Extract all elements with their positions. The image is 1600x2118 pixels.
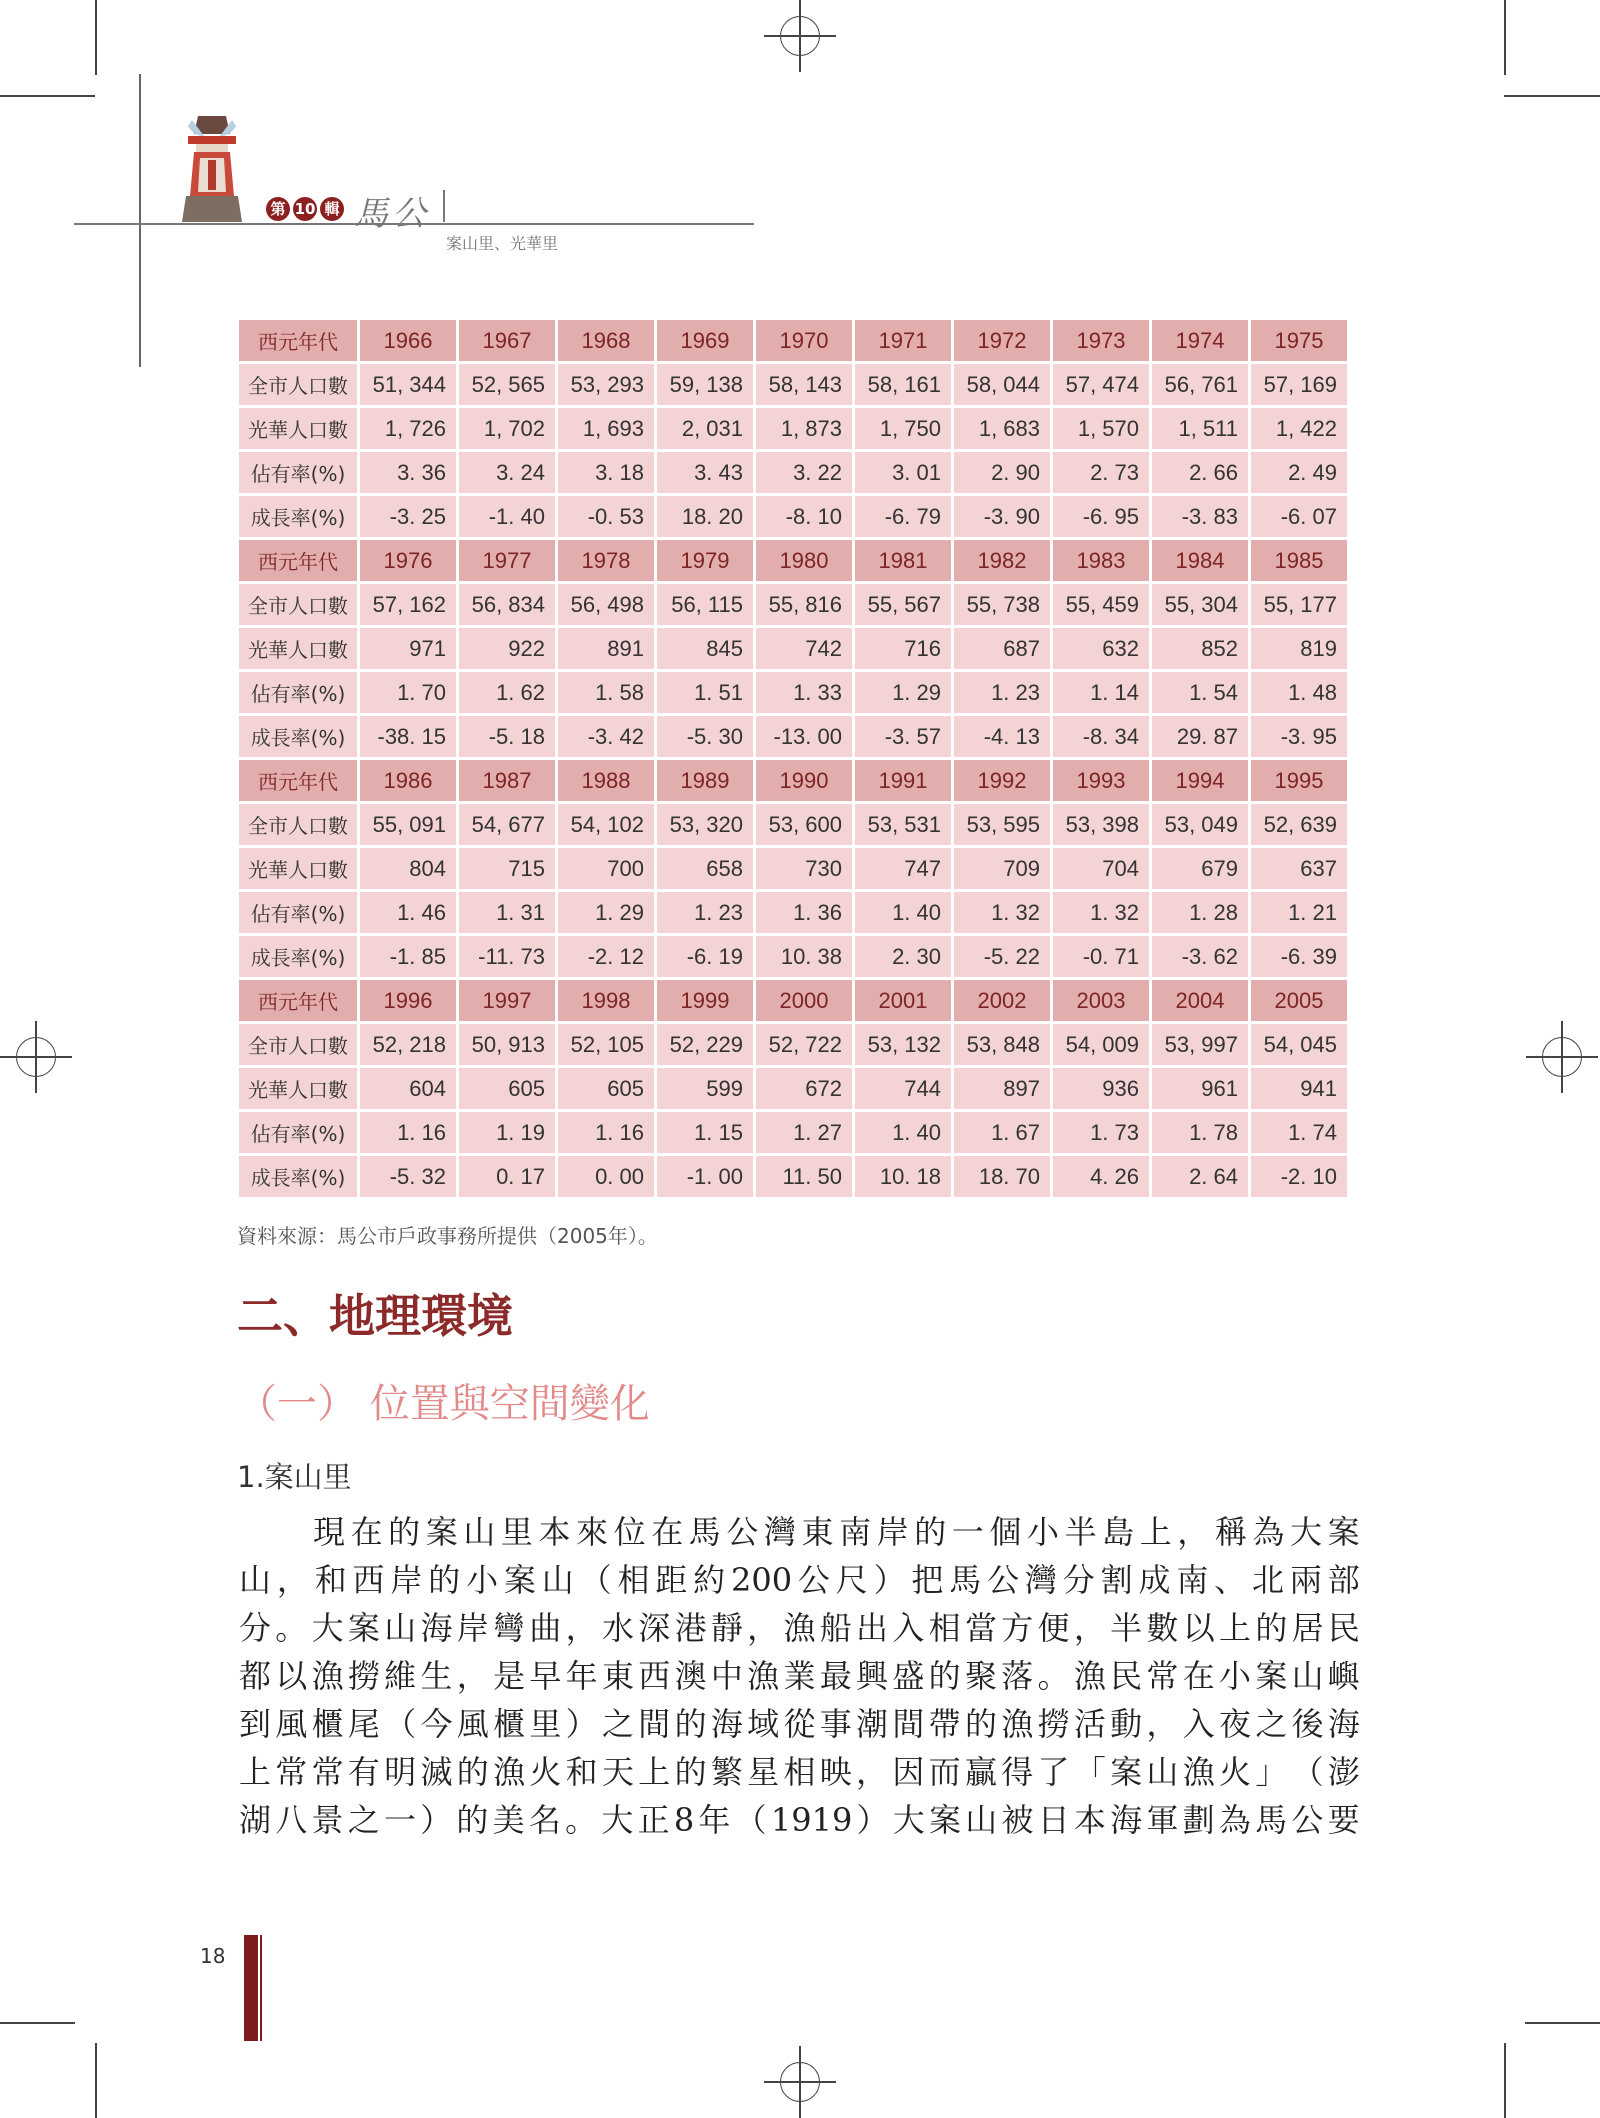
table-cell: 56, 115 <box>657 584 753 625</box>
table-cell: -3. 62 <box>1152 936 1248 977</box>
paragraph-line: 都 以 漁 撈 維 生 ， 是 早 年 東 西 澳 中 漁 業 最 興 盛 的 聚 落 。 漁 民 常 在 小 案 山 嶼 <box>239 1657 1360 1695</box>
table-cell: 55, 091 <box>360 804 456 845</box>
year-cell: 2002 <box>954 980 1050 1021</box>
table-cell: 1, 422 <box>1251 408 1347 449</box>
year-cell: 1996 <box>360 980 456 1021</box>
table-cell: -1. 00 <box>657 1156 753 1197</box>
year-cell: 1974 <box>1152 320 1248 361</box>
table-cell: -3. 42 <box>558 716 654 757</box>
table-header-row <box>239 760 1347 801</box>
table-cell: 1. 48 <box>1251 672 1347 713</box>
population-table <box>236 317 1350 1200</box>
table-cell: -2. 12 <box>558 936 654 977</box>
table-cell: 1. 16 <box>558 1112 654 1153</box>
table-cell: 1. 33 <box>756 672 852 713</box>
table-cell: -6. 95 <box>1053 496 1149 537</box>
row-label: 西元年代 <box>239 980 357 1021</box>
table-cell: 605 <box>459 1068 555 1109</box>
table-cell: 56, 761 <box>1152 364 1248 405</box>
table-cell: 55, 459 <box>1053 584 1149 625</box>
table-cell: 2, 031 <box>657 408 753 449</box>
table-cell: 10. 18 <box>855 1156 951 1197</box>
table-cell: -6. 07 <box>1251 496 1347 537</box>
table-cell: 845 <box>657 628 753 669</box>
table-cell: 56, 834 <box>459 584 555 625</box>
page-number: 18 <box>200 1944 226 1968</box>
table-cell: -1. 85 <box>360 936 456 977</box>
row-label: 全市人口數 <box>239 364 357 405</box>
table-cell: 3. 22 <box>756 452 852 493</box>
table-cell: 3. 36 <box>360 452 456 493</box>
chapter-subtitle: 案山里、光華里 <box>446 234 559 253</box>
table-cell: 819 <box>1251 628 1347 669</box>
table-cell: 4. 26 <box>1053 1156 1149 1197</box>
year-cell: 1976 <box>360 540 456 581</box>
year-cell: 1982 <box>954 540 1050 581</box>
table-cell: 1. 36 <box>756 892 852 933</box>
table-cell: 3. 43 <box>657 452 753 493</box>
table-cell: 1. 67 <box>954 1112 1050 1153</box>
year-cell: 1993 <box>1053 760 1149 801</box>
table-row <box>239 628 1347 669</box>
table-cell: 1, 570 <box>1053 408 1149 449</box>
table-cell: 55, 816 <box>756 584 852 625</box>
paragraph-line: 分 。 大 案 山 海 岸 彎 曲 ， 水 深 港 靜 ， 漁 船 出 入 相 當 方 便 ， 半 數 以 上 的 居 民 <box>239 1609 1360 1647</box>
year-cell: 1979 <box>657 540 753 581</box>
table-cell: -3. 90 <box>954 496 1050 537</box>
year-cell: 1971 <box>855 320 951 361</box>
table-cell: -8. 10 <box>756 496 852 537</box>
table-cell: -3. 25 <box>360 496 456 537</box>
year-cell: 1973 <box>1053 320 1149 361</box>
volume-badge <box>266 197 344 221</box>
table-cell: 55, 304 <box>1152 584 1248 625</box>
table-cell: 2. 30 <box>855 936 951 977</box>
table-cell: 941 <box>1251 1068 1347 1109</box>
year-cell: 1972 <box>954 320 1050 361</box>
year-cell: 1994 <box>1152 760 1248 801</box>
table-cell: 1, 702 <box>459 408 555 449</box>
table-cell: -6. 39 <box>1251 936 1347 977</box>
table-cell: -8. 34 <box>1053 716 1149 757</box>
table-cell: -4. 13 <box>954 716 1050 757</box>
table-cell: 1. 58 <box>558 672 654 713</box>
year-cell: 2004 <box>1152 980 1248 1021</box>
table-cell: 2. 73 <box>1053 452 1149 493</box>
table-cell: -2. 10 <box>1251 1156 1347 1197</box>
table-cell: 55, 738 <box>954 584 1050 625</box>
table-cell: 742 <box>756 628 852 669</box>
table-cell: 716 <box>855 628 951 669</box>
year-cell: 1991 <box>855 760 951 801</box>
table-cell: 605 <box>558 1068 654 1109</box>
table-cell: 55, 567 <box>855 584 951 625</box>
row-label: 佔有率(%) <box>239 672 357 713</box>
year-cell: 2001 <box>855 980 951 1021</box>
table-cell: 936 <box>1053 1068 1149 1109</box>
paragraph-line: 到 風 櫃 尾 （ 今 風 櫃 里 ） 之 間 的 海 域 從 事 潮 間 帶 的 漁 撈 活 動 ， 入 夜 之 後 海 <box>239 1705 1360 1743</box>
year-cell: 1970 <box>756 320 852 361</box>
table-cell: -3. 95 <box>1251 716 1347 757</box>
table-cell: 1, 726 <box>360 408 456 449</box>
table-cell: -5. 18 <box>459 716 555 757</box>
table-cell: 56, 498 <box>558 584 654 625</box>
year-cell: 1980 <box>756 540 852 581</box>
year-cell: 1995 <box>1251 760 1347 801</box>
year-cell: 1969 <box>657 320 753 361</box>
table-cell: 59, 138 <box>657 364 753 405</box>
body-paragraph <box>239 1508 1360 1844</box>
year-cell: 1975 <box>1251 320 1347 361</box>
year-cell: 1977 <box>459 540 555 581</box>
table-cell: 1. 70 <box>360 672 456 713</box>
table-cell: -13. 00 <box>756 716 852 757</box>
table-row <box>239 364 1347 405</box>
registration-mark-right <box>1526 1021 1598 1093</box>
row-label: 光華人口數 <box>239 848 357 889</box>
table-cell: -5. 22 <box>954 936 1050 977</box>
table-cell: 1, 750 <box>855 408 951 449</box>
table-cell: 53, 293 <box>558 364 654 405</box>
table-cell: 1. 23 <box>657 892 753 933</box>
row-label: 成長率(%) <box>239 716 357 757</box>
badge-number: 10 <box>293 197 317 221</box>
year-cell: 1997 <box>459 980 555 1021</box>
year-cell: 1983 <box>1053 540 1149 581</box>
table-cell: 1. 27 <box>756 1112 852 1153</box>
table-cell: 3. 01 <box>855 452 951 493</box>
row-label: 全市人口數 <box>239 1024 357 1065</box>
table-cell: 632 <box>1053 628 1149 669</box>
table-cell: 1. 32 <box>1053 892 1149 933</box>
table-cell: 852 <box>1152 628 1248 669</box>
paragraph-line: 山 ， 和 西 岸 的 小 案 山 （ 相 距 約 200 公 尺 ） 把 馬 公 灣 分 割 成 南 、 北 兩 部 <box>239 1561 1360 1599</box>
table-cell: 1, 873 <box>756 408 852 449</box>
badge-char: 輯 <box>320 197 344 221</box>
table-cell: -0. 53 <box>558 496 654 537</box>
row-label: 光華人口數 <box>239 1068 357 1109</box>
table-cell: 58, 161 <box>855 364 951 405</box>
table-cell: 1. 19 <box>459 1112 555 1153</box>
year-cell: 1967 <box>459 320 555 361</box>
table-cell: 29. 87 <box>1152 716 1248 757</box>
table-cell: 1. 51 <box>657 672 753 713</box>
table-cell: 1. 15 <box>657 1112 753 1153</box>
table-row <box>239 892 1347 933</box>
table-cell: 2. 49 <box>1251 452 1347 493</box>
table-cell: 53, 049 <box>1152 804 1248 845</box>
table-cell: 922 <box>459 628 555 669</box>
table-cell: 709 <box>954 848 1050 889</box>
year-cell: 2003 <box>1053 980 1149 1021</box>
table-cell: 1. 40 <box>855 1112 951 1153</box>
table-cell: 53, 595 <box>954 804 1050 845</box>
table-header-row <box>239 320 1347 361</box>
table-cell: 1. 54 <box>1152 672 1248 713</box>
table-cell: 891 <box>558 628 654 669</box>
table-cell: 1. 32 <box>954 892 1050 933</box>
table-row <box>239 408 1347 449</box>
table-cell: 57, 169 <box>1251 364 1347 405</box>
table-cell: 1. 62 <box>459 672 555 713</box>
item-title: 1.案山里 <box>237 1460 352 1494</box>
row-label: 佔有率(%) <box>239 892 357 933</box>
table-row <box>239 936 1347 977</box>
table-cell: 971 <box>360 628 456 669</box>
year-cell: 1999 <box>657 980 753 1021</box>
row-label: 西元年代 <box>239 540 357 581</box>
table-cell: -1. 40 <box>459 496 555 537</box>
table-cell: 52, 565 <box>459 364 555 405</box>
table-cell: 658 <box>657 848 753 889</box>
table-cell: 53, 398 <box>1053 804 1149 845</box>
table-cell: 54, 677 <box>459 804 555 845</box>
table-cell: 58, 143 <box>756 364 852 405</box>
table-cell: -3. 83 <box>1152 496 1248 537</box>
year-cell: 1984 <box>1152 540 1248 581</box>
badge-char: 第 <box>266 197 290 221</box>
title-divider <box>443 190 445 222</box>
table-cell: 747 <box>855 848 951 889</box>
table-cell: 897 <box>954 1068 1050 1109</box>
table-cell: 2. 64 <box>1152 1156 1248 1197</box>
table-row <box>239 1112 1347 1153</box>
page-accent-bar <box>244 1935 258 2041</box>
table-cell: 1. 31 <box>459 892 555 933</box>
table-cell: 3. 18 <box>558 452 654 493</box>
table-cell: 52, 218 <box>360 1024 456 1065</box>
table-header-row <box>239 540 1347 581</box>
table-cell: -6. 19 <box>657 936 753 977</box>
table-cell: -5. 30 <box>657 716 753 757</box>
table-cell: 52, 105 <box>558 1024 654 1065</box>
table-cell: 11. 50 <box>756 1156 852 1197</box>
table-cell: 687 <box>954 628 1050 669</box>
table-cell: 1. 46 <box>360 892 456 933</box>
table-cell: -5. 32 <box>360 1156 456 1197</box>
subsection-heading: （一） 位置與空間變化 <box>237 1381 650 1427</box>
table-cell: 637 <box>1251 848 1347 889</box>
year-cell: 1968 <box>558 320 654 361</box>
year-cell: 1992 <box>954 760 1050 801</box>
paragraph-line: 上 常 常 有 明 滅 的 漁 火 和 天 上 的 繁 星 相 映 ， 因 而 贏 得 了 「 案 山 漁 火 」 （ 澎 <box>239 1753 1360 1791</box>
page-accent-line <box>260 1935 262 2041</box>
year-cell: 2005 <box>1251 980 1347 1021</box>
table-cell: 1, 693 <box>558 408 654 449</box>
table-cell: 2. 90 <box>954 452 1050 493</box>
table-cell: 1. 14 <box>1053 672 1149 713</box>
table-cell: 53, 132 <box>855 1024 951 1065</box>
row-label: 全市人口數 <box>239 584 357 625</box>
table-cell: 1. 73 <box>1053 1112 1149 1153</box>
table-cell: 1. 78 <box>1152 1112 1248 1153</box>
row-label: 成長率(%) <box>239 936 357 977</box>
year-cell: 1978 <box>558 540 654 581</box>
table-cell: 730 <box>756 848 852 889</box>
registration-mark-bottom <box>764 2046 836 2118</box>
table-cell: 53, 531 <box>855 804 951 845</box>
table-row <box>239 716 1347 757</box>
table-cell: 52, 229 <box>657 1024 753 1065</box>
table-cell: 1. 29 <box>855 672 951 713</box>
table-row <box>239 672 1347 713</box>
year-cell: 1998 <box>558 980 654 1021</box>
table-cell: 52, 722 <box>756 1024 852 1065</box>
year-cell: 1987 <box>459 760 555 801</box>
year-cell: 1988 <box>558 760 654 801</box>
table-cell: 18. 70 <box>954 1156 1050 1197</box>
table-cell: 54, 045 <box>1251 1024 1347 1065</box>
row-label: 成長率(%) <box>239 496 357 537</box>
year-cell: 1986 <box>360 760 456 801</box>
row-label: 全市人口數 <box>239 804 357 845</box>
table-cell: 672 <box>756 1068 852 1109</box>
monument-logo <box>178 112 246 224</box>
year-cell: 1990 <box>756 760 852 801</box>
table-cell: 1, 683 <box>954 408 1050 449</box>
table-cell: 744 <box>855 1068 951 1109</box>
table-row <box>239 804 1347 845</box>
row-label: 佔有率(%) <box>239 452 357 493</box>
table-header-row <box>239 980 1347 1021</box>
table-cell: 604 <box>360 1068 456 1109</box>
registration-mark-top <box>764 0 836 72</box>
table-cell: 2. 66 <box>1152 452 1248 493</box>
row-label: 西元年代 <box>239 320 357 361</box>
row-label: 光華人口數 <box>239 408 357 449</box>
table-cell: 1. 29 <box>558 892 654 933</box>
table-cell: 704 <box>1053 848 1149 889</box>
row-label: 西元年代 <box>239 760 357 801</box>
year-cell: 2000 <box>756 980 852 1021</box>
table-row <box>239 452 1347 493</box>
table-cell: 715 <box>459 848 555 889</box>
table-cell: -6. 79 <box>855 496 951 537</box>
table-row <box>239 848 1347 889</box>
table-cell: 57, 474 <box>1053 364 1149 405</box>
row-label: 成長率(%) <box>239 1156 357 1197</box>
table-cell: 1. 21 <box>1251 892 1347 933</box>
table-cell: 804 <box>360 848 456 889</box>
table-cell: -38. 15 <box>360 716 456 757</box>
section-heading: 二、地理環境 <box>237 1289 513 1343</box>
row-label: 佔有率(%) <box>239 1112 357 1153</box>
table-cell: 599 <box>657 1068 753 1109</box>
table-cell: 3. 24 <box>459 452 555 493</box>
table-cell: 679 <box>1152 848 1248 889</box>
year-cell: 1989 <box>657 760 753 801</box>
registration-mark-left <box>0 1021 72 1093</box>
table-cell: 1. 28 <box>1152 892 1248 933</box>
table-cell: 0. 17 <box>459 1156 555 1197</box>
table-cell: -11. 73 <box>459 936 555 977</box>
table-cell: 53, 997 <box>1152 1024 1248 1065</box>
table-cell: 1. 23 <box>954 672 1050 713</box>
row-label: 光華人口數 <box>239 628 357 669</box>
table-cell: 961 <box>1152 1068 1248 1109</box>
table-cell: 1. 40 <box>855 892 951 933</box>
table-cell: 51, 344 <box>360 364 456 405</box>
table-cell: 58, 044 <box>954 364 1050 405</box>
year-cell: 1966 <box>360 320 456 361</box>
table-cell: -0. 71 <box>1053 936 1149 977</box>
table-cell: 0. 00 <box>558 1156 654 1197</box>
table-row <box>239 1156 1347 1197</box>
table-cell: 54, 009 <box>1053 1024 1149 1065</box>
table-cell: 700 <box>558 848 654 889</box>
table-cell: 53, 600 <box>756 804 852 845</box>
table-source-note: 資料來源：馬公市戶政事務所提供（2005年）。 <box>237 1224 658 1248</box>
table-cell: 54, 102 <box>558 804 654 845</box>
paragraph-line: 現 在 的 案 山 里 本 來 位 在 馬 公 灣 東 南 岸 的 一 個 小 半 島 上 ， 稱 為 大 案 <box>313 1513 1360 1551</box>
table-cell: 53, 848 <box>954 1024 1050 1065</box>
table-cell: 57, 162 <box>360 584 456 625</box>
header-vertical-rule <box>139 74 141 367</box>
table-cell: 50, 913 <box>459 1024 555 1065</box>
table-cell: 10. 38 <box>756 936 852 977</box>
table-cell: 52, 639 <box>1251 804 1347 845</box>
table-cell: 55, 177 <box>1251 584 1347 625</box>
table-cell: 18. 20 <box>657 496 753 537</box>
table-row <box>239 1068 1347 1109</box>
year-cell: 1985 <box>1251 540 1347 581</box>
table-row <box>239 1024 1347 1065</box>
year-cell: 1981 <box>855 540 951 581</box>
paragraph-line: 湖 八 景 之 一 ） 的 美 名 。 大 正 8 年 （ 1919 ） 大 案 山 被 日 本 海 軍 劃 為 馬 公 要 <box>239 1801 1360 1839</box>
table-row <box>239 584 1347 625</box>
table-cell: 1, 511 <box>1152 408 1248 449</box>
table-cell: 1. 16 <box>360 1112 456 1153</box>
table-cell: 53, 320 <box>657 804 753 845</box>
table-row <box>239 496 1347 537</box>
table-cell: 1. 74 <box>1251 1112 1347 1153</box>
series-title: 馬公 <box>354 194 430 234</box>
table-cell: -3. 57 <box>855 716 951 757</box>
